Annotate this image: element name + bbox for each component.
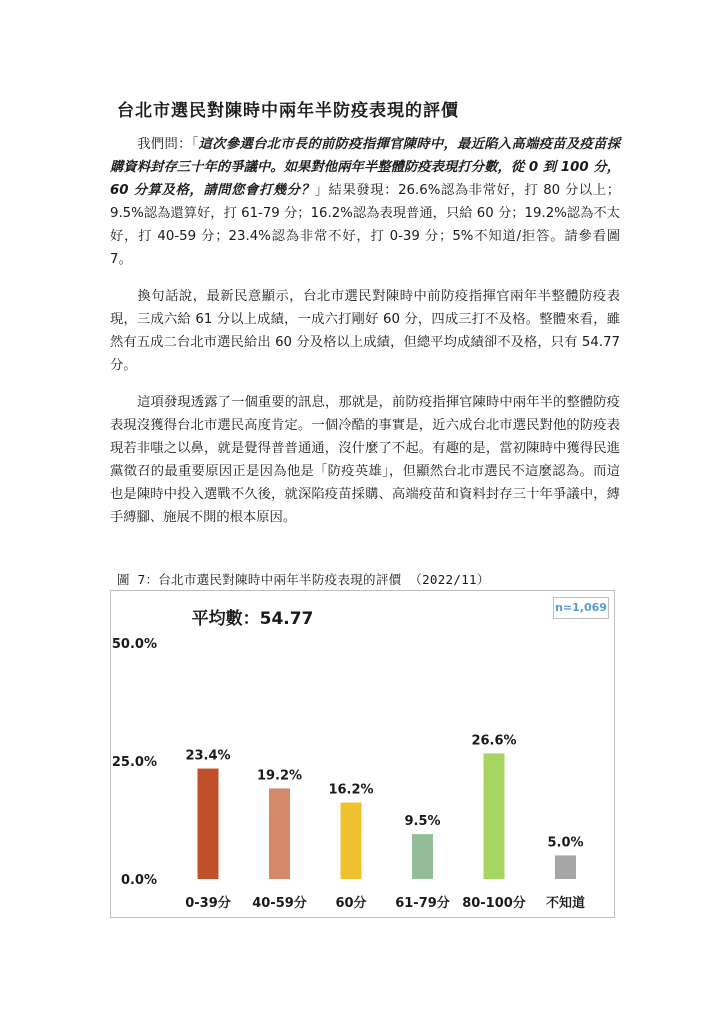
p2-text: 換句話說，最新民意顯示，台北市選民對陳時中前防疫指揮官兩年半整體防疫表現，三成六給 61 分以上成績，一成六打剛好 60 分，四成三打不及格。整體來看，雖然有五成二台北市選民給出 60 分及格以上成績，但總平均成績卻不及格，只有 54.77 分。 [110, 289, 620, 373]
bar [341, 803, 362, 879]
x-tick-label: 不知道 [545, 896, 586, 911]
x-tick-label: 61-79分 [395, 896, 450, 911]
x-tick-label: 0-39分 [185, 896, 231, 911]
survey-question: 這次參選台北市長的前防疫指揮官陳時中，最近陷入高端疫苗及疫苗採購資料封存三十年的爭議中。如果對他兩年半整體防疫表現打分數，從 0 到 100 分，60 分算及格，請問您會打幾分？ [110, 137, 621, 198]
x-tick-label: 80-100分 [462, 896, 526, 911]
chart-title: 平均數：54.77 [191, 609, 314, 629]
bar [412, 834, 433, 879]
data-label: 26.6% [471, 733, 517, 749]
bar [484, 753, 505, 879]
p3-text: 這項發現透露了一個重要的訊息，那就是，前防疫指揮官陳時中兩年半的整體防疫表現沒獲得台北市選民高度肯定。一個冷酷的事實是，近六成台北市選民對他的防疫表現若非嗤之以鼻，就是覺得普普通通，沒什麼了不起。有趣的是，當初陳時中獲得民進黨徵召的最重要原因正是因為他是「防疫英雄」，但顯然台北市選民不這麼認為。而這也是陳時中投入選戰不久後，就深陷疫苗採購、高端疫苗和資料封存三十年爭議中，縛手縛腳、施展不開的根本原因。 [110, 395, 620, 525]
p1-results: 」結果發現：26.6%認為非常好，打 80 分以上；9.5%認為還算好，打 61-79 分；16.2%認為表現普通，只給 60 分；19.2%認為不太好，打 40-59 分；23.4%認為非常不好，打 0-39 分；5%不知道/拒答。請參看圖 7。 [110, 183, 620, 267]
p1-lead: 我們問：「 [137, 137, 199, 152]
bar [269, 788, 290, 879]
y-tick-label: 0.0% [120, 873, 157, 888]
data-label: 5.0% [547, 835, 584, 851]
y-tick-label: 25.0% [111, 755, 157, 770]
bar [198, 769, 219, 879]
data-label: 16.2% [328, 782, 374, 798]
bar [555, 855, 576, 879]
x-tick-label: 60分 [335, 896, 367, 911]
page-heading: 台北市選民對陳時中兩年半防疫表現的評價 [117, 101, 459, 121]
sample-size-badge: n=1,069 [553, 597, 609, 619]
x-tick-label: 40-59分 [252, 896, 307, 911]
data-label: 9.5% [404, 814, 441, 830]
figure-caption: 圖 7：台北市選民對陳時中兩年半防疫表現的評價 （2022/11） [117, 572, 490, 587]
data-label: 19.2% [256, 768, 303, 784]
data-label: 23.4% [185, 748, 231, 764]
y-tick-label: 50.0% [111, 637, 157, 652]
